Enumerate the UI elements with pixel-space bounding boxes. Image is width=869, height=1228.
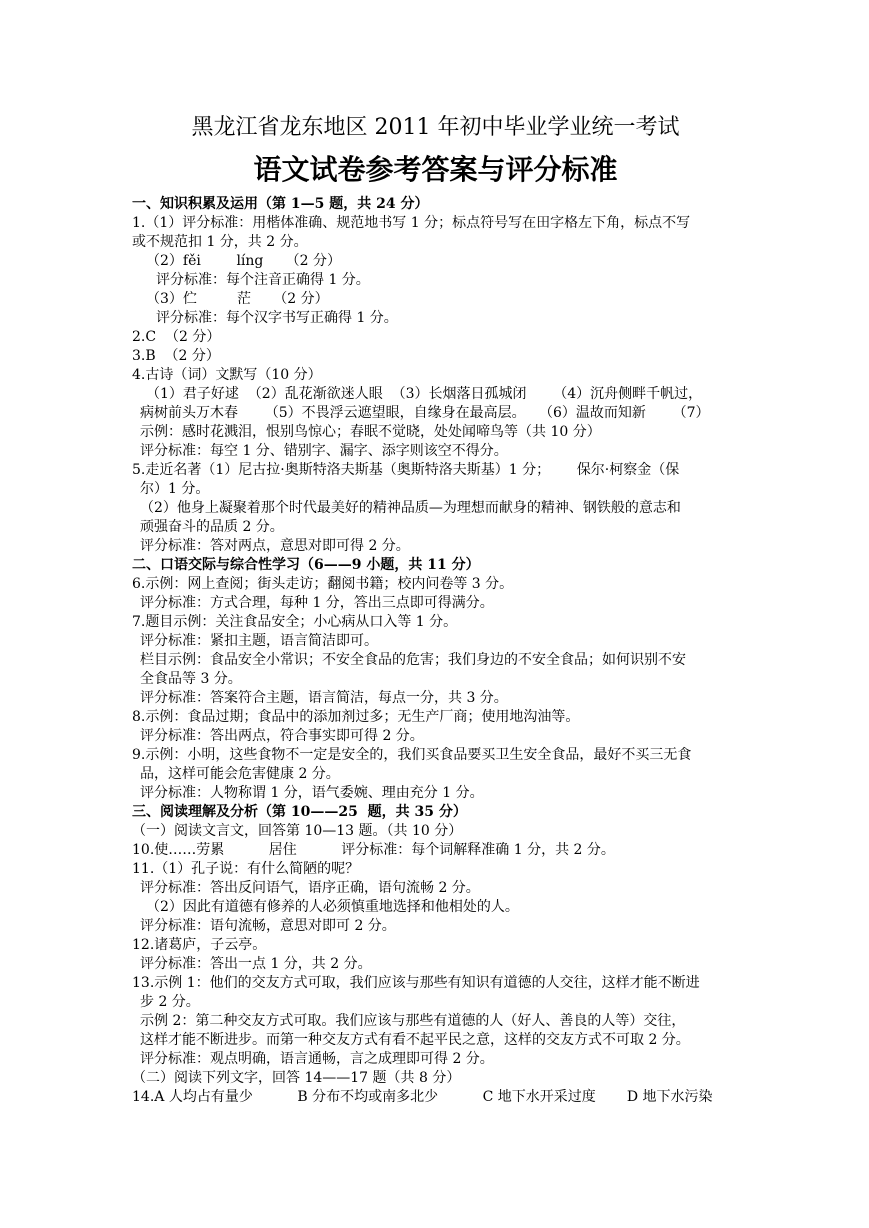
text-line: 评分标准：观点明确，语言通畅，言之成理即可得 2 分。 [140,1051,494,1067]
text-line: 评分标准：人物称谓 1 分，语气委婉、理由充分 1 分。 [140,785,484,801]
text-line: 或不规范扣 1 分，共 2 分。 [132,234,308,250]
section-heading-3: 三、阅读理解及分析（第 10——25 题，共 35 分） [132,804,467,820]
text-line: 评分标准：每个注音正确得 1 分。 [156,272,370,288]
text-line: 评分标准：紧扣主题，语言简洁即可。 [140,633,378,649]
text-line: 评分标准：方式合理，每种 1 分，答出三点即可得满分。 [140,595,494,611]
text-line: 1.（1）评分标准：用楷体准确、规范地书写 1 分；标点符号写在田字格左下角，标点不写 [132,215,691,231]
text-line: 示例：感时花溅泪，恨别鸟惊心；春眠不觉晓，处处闻啼鸟等（共 10 分） [140,424,601,440]
text-line: 病树前头万木春 （5）不畏浮云遮望眼，自缘身在最高层。 （6）温故而知新 （7） [140,405,710,421]
text-line: 4.古诗（词）文默写（10 分） [132,367,322,383]
text-line: 栏目示例：食品安全小常识；不安全食品的危害；我们身边的不安全食品；如何识别不安 [140,652,686,668]
text-line: 步 2 分。 [140,994,200,1010]
text-line: 3.B （2 分） [132,348,220,364]
text-line: 这样才能不断进步。而第一种交友方式有看不起平民之意，这样的交友方式不可取 2 分。 [140,1032,690,1048]
text-line: （一）阅读文言文，回答第 10—13 题。（共 10 分） [132,823,463,839]
text-line: 12.诸葛庐，子云亭。 [132,937,267,953]
exam-subtitle: 语文试卷参考答案与评分标准 [253,153,618,186]
text-line: 10.使……劳累 居住 评分标准：每个词解释准确 1 分，共 2 分。 [132,842,615,858]
text-line: （二）阅读下列文字，回答 14——17 题（共 8 分） [132,1070,461,1086]
text-line: 9.示例：小明，这些食物不一定是安全的，我们买食品要买卫生安全食品，最好不买三无食 [132,747,692,763]
text-line: （3）伫 茫 （2 分） [146,291,329,307]
text-line: 8.示例：食品过期；食品中的添加剂过多；无生产厂商；使用地沟油等。 [132,709,580,725]
exam-title: 黑龙江省龙东地区 2011 年初中毕业学业统一考试 [191,115,680,140]
text-line: （2）fěi líng （2 分） [146,253,341,269]
text-line: 6.示例：网上查阅；街头走访；翻阅书籍；校内问卷等 3 分。 [132,576,514,592]
text-line: 全食品等 3 分。 [140,671,242,687]
text-line: （2）因此有道德有修养的人必须慎重地选择和他相处的人。 [146,899,519,915]
text-line: 评分标准：每空 1 分、错别字、漏字、添字则该空不得分。 [140,443,508,459]
text-line: 评分标准：答对两点，意思对即可得 2 分。 [140,538,410,554]
text-line: 11.（1）孔子说：有什么简陋的呢？ [132,861,360,877]
text-line: 评分标准：每个汉字书写正确得 1 分。 [156,310,398,326]
text-line: 顽强奋斗的品质 2 分。 [140,519,284,535]
text-line: 5.走近名著（1）尼古拉·奥斯特洛夫斯基（奥斯特洛夫斯基）1 分； 保尔·柯察金（保 [132,462,680,478]
text-line: 7.题目示例：关注食品安全；小心病从口入等 1 分。 [132,614,458,630]
text-line: 示例 2：第二种交友方式可取。我们应该与那些有道德的人（好人、善良的人等）交往， [140,1013,686,1029]
section-heading-2: 二、口语交际与综合性学习（6——9 小题，共 11 分） [132,557,480,573]
text-line: 评分标准：答出一点 1 分，共 2 分。 [140,956,372,972]
text-line: （2）他身上凝聚着那个时代最美好的精神品质—为理想而献身的精神、钢铁般的意志和 [140,500,681,516]
text-line: 评分标准：答出反问语气，语序正确，语句流畅 2 分。 [140,880,480,896]
text-line: （1）君子好逑 （2）乱花渐欲迷人眼 （3）长烟落日孤城闭 （4）沉舟侧畔千帆过， [146,386,703,402]
text-line: 13.示例 1：他们的交友方式可取，我们应该与那些有知识有道德的人交往，这样才能不断进 [132,975,700,991]
text-line: 尔）1 分。 [140,481,210,497]
section-heading-1: 一、知识积累及运用（第 1—5 题，共 24 分） [132,196,429,212]
text-line: 2.C （2 分） [132,329,221,345]
text-line: 评分标准：语句流畅，意思对即可 2 分。 [140,918,396,934]
text-line: 14.A 人均占有量少 B 分布不均或南多北少 C 地下水开采过度 D 地下水污染 [132,1089,713,1105]
text-line: 评分标准：答案符合主题，语言简洁，每点一分，共 3 分。 [140,690,508,706]
text-line: 品，这样可能会危害健康 2 分。 [140,766,340,782]
text-line: 评分标准：答出两点，符合事实即可得 2 分。 [140,728,424,744]
